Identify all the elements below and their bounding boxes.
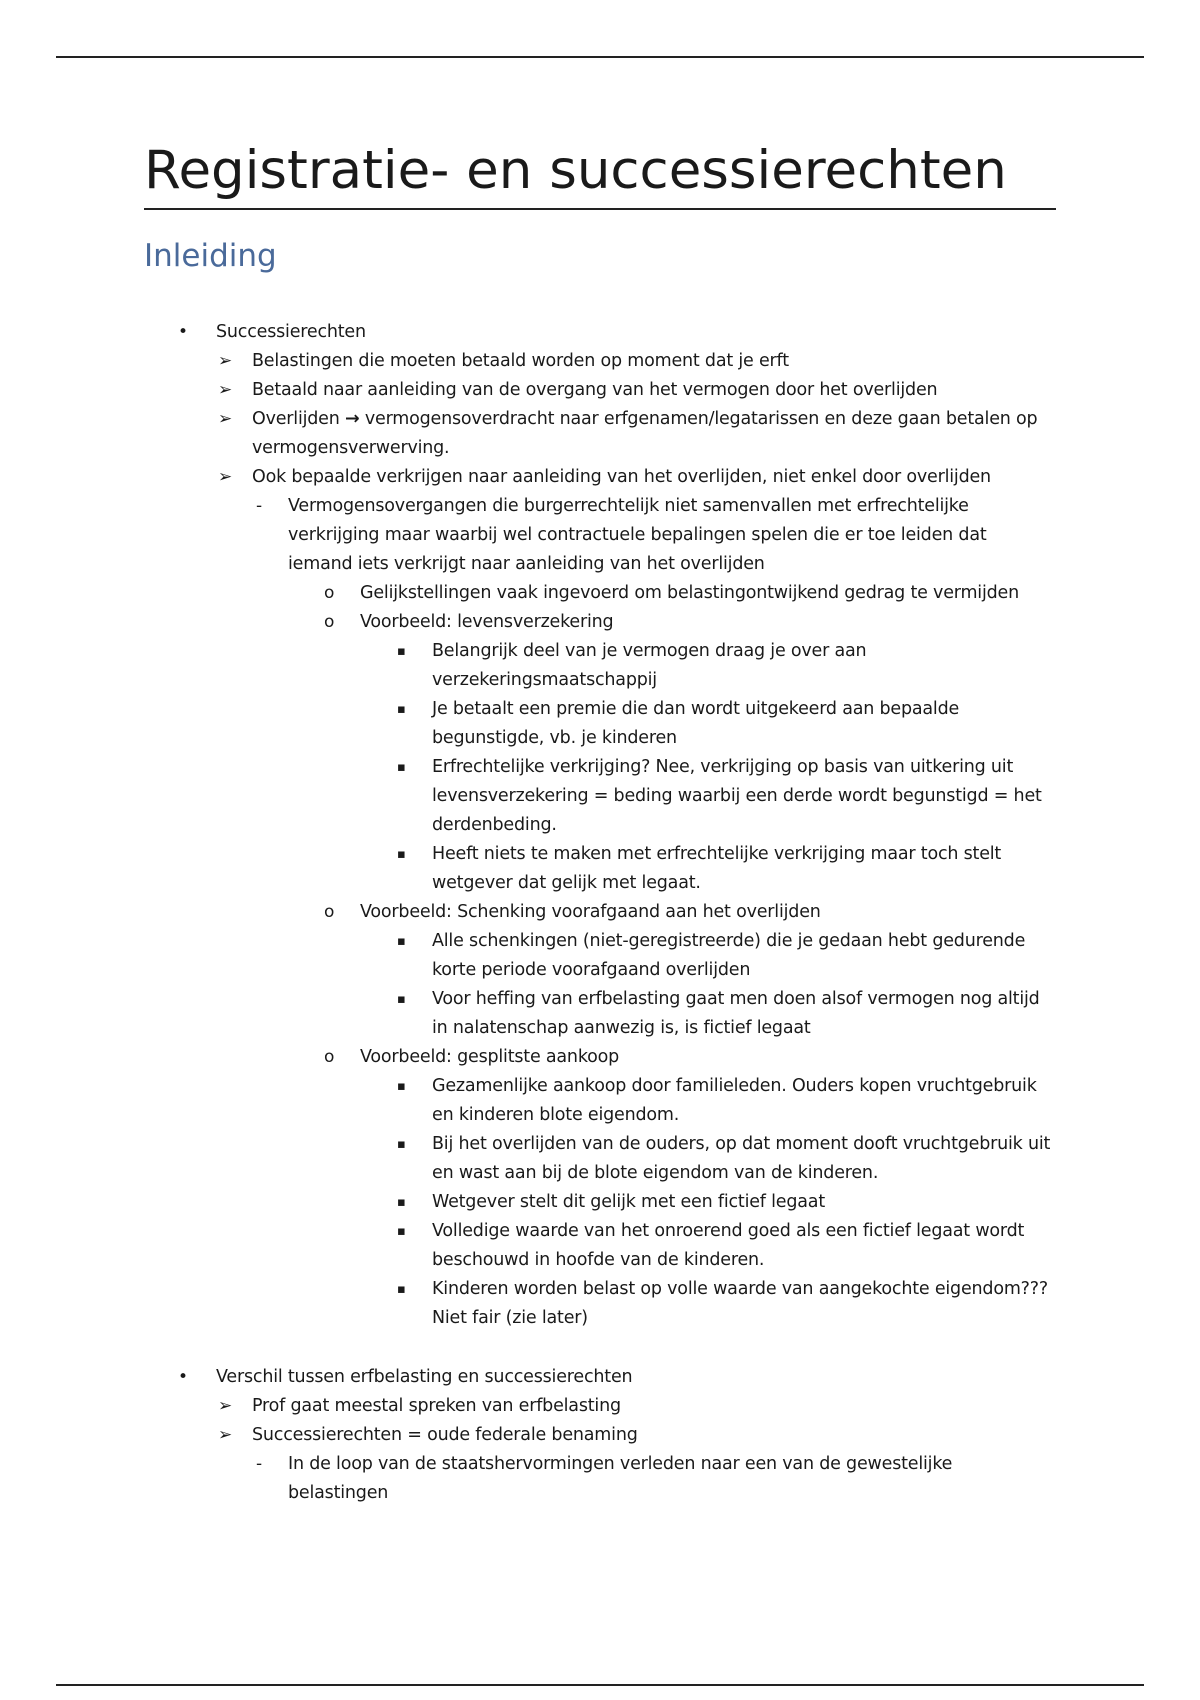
square-bullet-icon: ▪ [397, 644, 406, 659]
list-item [288, 608, 1056, 898]
circle-bullet-icon: o [324, 902, 335, 922]
list-item [360, 840, 1056, 898]
dash-bullet-icon: - [256, 1454, 262, 1474]
list-item [216, 347, 1056, 376]
list-item [360, 1130, 1056, 1188]
circle-bullet-icon: o [324, 612, 335, 632]
sub-list [360, 637, 1056, 898]
sub-list [360, 927, 1056, 1043]
bullet-icon: • [178, 1367, 188, 1387]
list-item [252, 1450, 1056, 1508]
page-bottom-rule [56, 1684, 1144, 1686]
list-item-text: Belastingen die moeten betaald worden op moment dat je erft [252, 351, 789, 371]
right-arrow-icon: → [345, 409, 360, 429]
list-item [216, 1421, 1056, 1508]
sub-list [216, 347, 1056, 1333]
list-item-text: Prof gaat meestal spreken van erfbelasting [252, 1396, 621, 1416]
square-bullet-icon: ▪ [397, 1079, 406, 1094]
list-item [360, 1188, 1056, 1217]
list-item [360, 753, 1056, 840]
list-item-text: Wetgever stelt dit gelijk met een fictief legaat [432, 1192, 825, 1212]
list-item-text: Ook bepaalde verkrijgen naar aanleiding van het overlijden, niet enkel door overlijden [252, 467, 991, 487]
list-item-text: Overlijden [252, 409, 340, 429]
square-bullet-icon: ▪ [397, 1195, 406, 1210]
list-item-text: Voorbeeld: levensverzekering [360, 612, 614, 632]
list-item [360, 927, 1056, 985]
list-item-text: Kinderen worden belast op volle waarde van aangekochte eigendom??? Niet fair (zie later) [432, 1279, 1048, 1328]
sub-list [252, 1450, 1056, 1508]
square-bullet-icon: ▪ [397, 934, 406, 949]
list-item [360, 637, 1056, 695]
list-item [216, 1392, 1056, 1421]
list-item-text: Bij het overlijden van de ouders, op dat moment dooft vruchtgebruik uit en wast aan bij de blote eigendom van de kinderen. [432, 1134, 1051, 1183]
list-item-text: Alle schenkingen (niet-geregistreerde) die je gedaan hebt gedurende korte periode voorafgaand overlijden [432, 931, 1026, 980]
list-item-text: In de loop van de staatshervormingen verleden naar een van de gewestelijke belastingen [288, 1454, 953, 1503]
square-bullet-icon: ▪ [397, 847, 406, 862]
list-item-label: Verschil tussen erfbelasting en successierechten [216, 1367, 633, 1387]
sub-list [216, 1392, 1056, 1508]
arrow-bullet-icon: ➢ [218, 380, 233, 400]
list-item [216, 463, 1056, 1333]
list-item [216, 405, 1056, 463]
list-item-text: Successierechten = oude federale benaming [252, 1425, 638, 1445]
list-item [288, 579, 1056, 608]
list-item-text: Heeft niets te maken met erfrechtelijke verkrijging maar toch stelt wetgever dat gelijk met legaat. [432, 844, 1002, 893]
list-item-label: Successierechten [216, 322, 366, 342]
list-item [252, 492, 1056, 1333]
list-item [216, 376, 1056, 405]
circle-bullet-icon: o [324, 583, 335, 603]
sub-list [288, 579, 1056, 1333]
square-bullet-icon: ▪ [397, 702, 406, 717]
list-item-text: Erfrechtelijke verkrijging? Nee, verkrijging op basis van uitkering uit levensverzekering = beding waarbij een derde wordt begunstigd = het derdenbeding. [432, 757, 1042, 835]
document-body [144, 140, 1056, 1508]
arrow-bullet-icon: ➢ [218, 1396, 233, 1416]
page-top-rule [56, 56, 1144, 58]
circle-bullet-icon: o [324, 1047, 335, 1067]
list-item [360, 1275, 1056, 1333]
list-item-text: Belangrijk deel van je vermogen draag je over aan verzekeringsmaatschappij [432, 641, 867, 690]
list-item-text: Vermogensovergangen die burgerrechtelijk niet samenvallen met erfrechtelijke verkrijging maar waarbij wel contractuele bepalingen spelen die er toe leiden dat iemand iets verkrijgt naar aanleiding van het overlijden [288, 496, 987, 574]
square-bullet-icon: ▪ [397, 1224, 406, 1239]
list-item-text: Betaald naar aanleiding van de overgang van het vermogen door het overlijden [252, 380, 938, 400]
list-item [360, 1072, 1056, 1130]
list-item-text: vermogensoverdracht naar erfgenamen/legatarissen en deze gaan betalen op vermogensverwerving. [252, 409, 1038, 458]
list-item [144, 318, 1056, 1333]
list-item [288, 1043, 1056, 1333]
list-item-text: Gezamenlijke aankoop door familieleden. Ouders kopen vruchtgebruik en kinderen blote eigendom. [432, 1076, 1037, 1125]
arrow-bullet-icon: ➢ [218, 351, 233, 371]
square-bullet-icon: ▪ [397, 760, 406, 775]
list-item [288, 898, 1056, 1043]
bullet-icon: • [178, 322, 188, 342]
square-bullet-icon: ▪ [397, 992, 406, 1007]
arrow-bullet-icon: ➢ [218, 467, 233, 487]
dash-bullet-icon: - [256, 496, 262, 516]
sub-list [252, 492, 1056, 1333]
list-item-text: Voorbeeld: Schenking voorafgaand aan het overlijden [360, 902, 821, 922]
list-item-text: Voor heffing van erfbelasting gaat men doen alsof vermogen nog altijd in nalatenschap aanwezig is, is fictief legaat [432, 989, 1040, 1038]
section-heading: Inleiding [144, 238, 277, 274]
list-item [360, 985, 1056, 1043]
document-title: Registratie- en successierechten [144, 140, 1056, 210]
list-item [360, 695, 1056, 753]
list-item-text: Voorbeeld: gesplitste aankoop [360, 1047, 620, 1067]
outline-list [144, 318, 1056, 1508]
arrow-bullet-icon: ➢ [218, 1425, 233, 1445]
list-item [144, 1363, 1056, 1508]
arrow-bullet-icon: ➢ [218, 409, 233, 429]
sub-list [360, 1072, 1056, 1333]
list-item-text: Volledige waarde van het onroerend goed als een fictief legaat wordt beschouwd in hoofde van de kinderen. [432, 1221, 1025, 1270]
list-item-text: Je betaalt een premie die dan wordt uitgekeerd aan bepaalde begunstigde, vb. je kinderen [432, 699, 960, 748]
list-item-text: Gelijkstellingen vaak ingevoerd om belastingontwijkend gedrag te vermijden [360, 583, 1019, 603]
square-bullet-icon: ▪ [397, 1282, 406, 1297]
list-item [360, 1217, 1056, 1275]
square-bullet-icon: ▪ [397, 1137, 406, 1152]
